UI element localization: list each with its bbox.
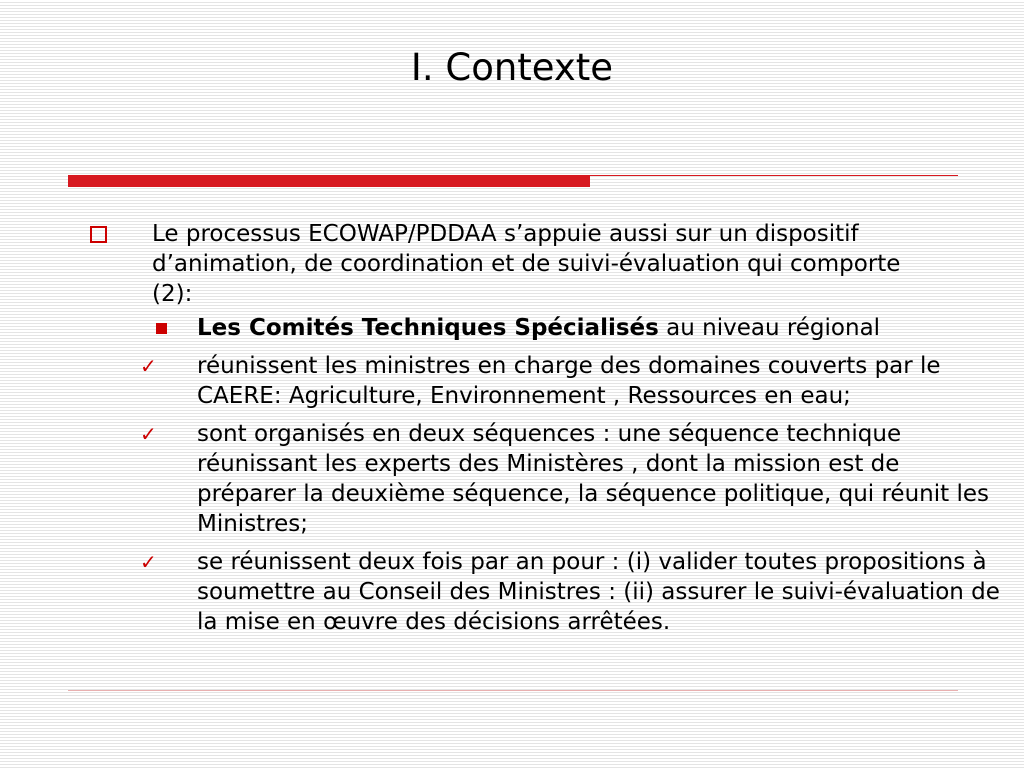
slide-title: I. Contexte (410, 46, 614, 89)
title-underline-thick (68, 175, 590, 187)
bullet-text: au niveau régional (658, 315, 881, 341)
bullet-text: réunissent les ministres en charge des domaines couverts par le CAERE: Agriculture, Environnement , Ressources en eau; (197, 353, 941, 409)
bullet-text: se réunissent deux fois par an pour : (i) valider toutes propositions à soumettre au Conseil des Ministres : (ii) assurer le suivi-évaluation de la mise en œuvre des décisions arrêtées. (197, 549, 1000, 635)
bullet-item-main (0, 219, 1024, 309)
bullet-text: Le processus ECOWAP/PDDAA s’appuie aussi sur un dispositif d’animation, de coordination et de suivi-évaluation qui comporte (2): (152, 221, 901, 307)
slide-body (0, 219, 1024, 637)
checkmark-icon: ✓ (140, 354, 157, 378)
bullet-item-check-1 (0, 351, 1024, 411)
title-underline-thin (590, 175, 958, 176)
checkmark-icon: ✓ (140, 550, 157, 574)
bullet-bold-text: Les Comités Techniques Spécialisés (197, 315, 659, 341)
filled-square-icon (156, 323, 167, 334)
bullet-text-wrapper (197, 313, 1002, 343)
bullet-item-check-3 (0, 547, 1024, 637)
bullet-item-check-2 (0, 419, 1024, 539)
hollow-square-icon (90, 226, 107, 243)
bullet-text: sont organisés en deux séquences : une séquence technique réunissant les experts des Ministères , dont la mission est de préparer la deuxième séquence, la séquence politique, qui réunit les Ministres; (197, 421, 989, 537)
checkmark-icon: ✓ (140, 422, 157, 446)
bullet-item-subheading (0, 313, 1024, 343)
footer-divider (68, 690, 958, 691)
